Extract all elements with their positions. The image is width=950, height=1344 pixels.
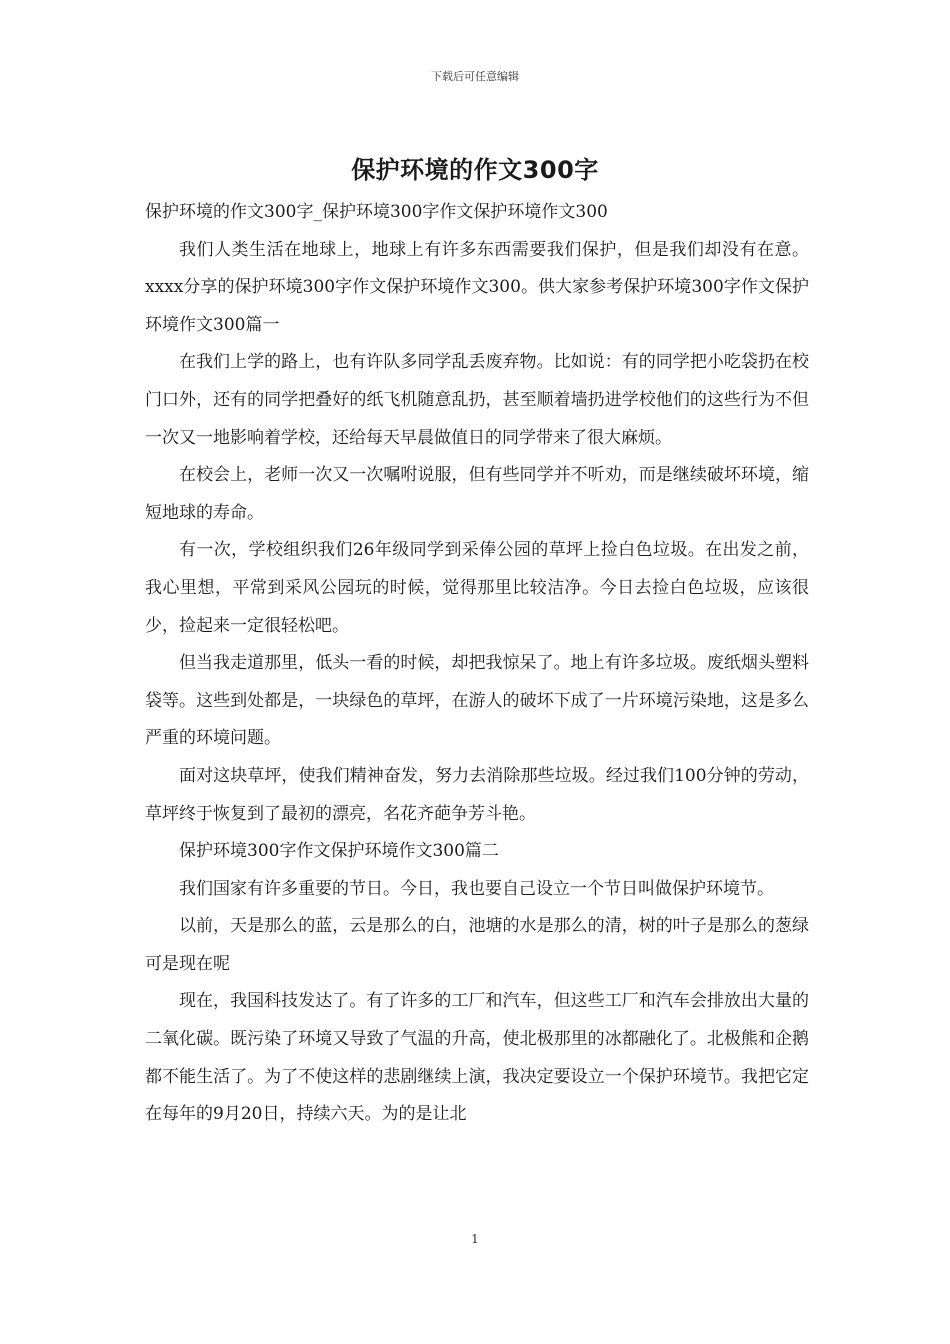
document-subtitle: 保护环境的作文300字_保护环境300字作文保护环境作文300 [145, 202, 608, 222]
paragraph: 现在，我国科技发达了。有了许多的工厂和汽车，但这些工厂和汽车会排放出大量的二氧化碳。既污染了环境又导致了气温的升高，使北极那里的冰都融化了。北极熊和企鹅都不能生活了。为了不使这样的悲剧继续上演，我决定要设立一个保护环境节。我把它定在每年的9月20日，持续六天。为的是让北 [145, 991, 809, 1125]
paragraph: 在我们上学的路上，也有许队多同学乱丢废弃物。比如说：有的同学把小吃袋扔在校门口外，还有的同学把叠好的纸飞机随意乱扔，甚至顺着墙扔进学校他们的这些行为不但一次又一地影响着学校，还给每天早晨做值日的同学带来了很大麻烦。 [145, 352, 809, 448]
paragraph: 面对这块草坪，使我们精神奋发，努力去消除那些垃圾。经过我们100分钟的劳动，草坪终于恢复到了最初的漂亮，名花齐葩争芳斗艳。 [145, 765, 809, 824]
paragraph: 我们人类生活在地球上，地球上有许多东西需要我们保护，但是我们却没有在意。xxxx分享的保护环境300字作文保护环境作文300。供大家参考保护环境300字作文保护环境作文300篇一 [145, 239, 809, 335]
page-number: 1 [471, 1232, 479, 1246]
header-note: 下载后可任意编辑 [431, 70, 519, 83]
paragraph: 有一次，学校组织我们26年级同学到采俸公园的草坪上捡白色垃圾。在出发之前，我心里想，平常到采风公园玩的时候，觉得那里比较洁净。今日去捡白色垃圾，应该很少，捡起来一定很轻松吧。 [145, 540, 809, 636]
paragraph: 但当我走道那里，低头一看的时候，却把我惊呆了。地上有许多垃圾。废纸烟头塑料袋等。这些到处都是，一块绿色的草坪，在游人的破坏下成了一片环境污染地，这是多么严重的环境问题。 [145, 653, 809, 749]
section-heading: 保护环境300字作文保护环境作文300篇二 [179, 841, 499, 862]
document-title: 保护环境的作文300字 [351, 156, 599, 184]
paragraph: 我们国家有许多重要的节日。今日，我也要自己设立一个节日叫做保护环境节。 [179, 878, 774, 899]
document-body [145, 194, 809, 1134]
paragraph: 以前，天是那么的蓝，云是那么的白，池塘的水是那么的清，树的叶子是那么的葱绿可是现在呢 [145, 916, 809, 974]
paragraph: 在校会上，老师一次又一次嘱咐说服，但有些同学并不听劝，而是继续破坏环境，缩短地球的寿命。 [145, 465, 809, 523]
